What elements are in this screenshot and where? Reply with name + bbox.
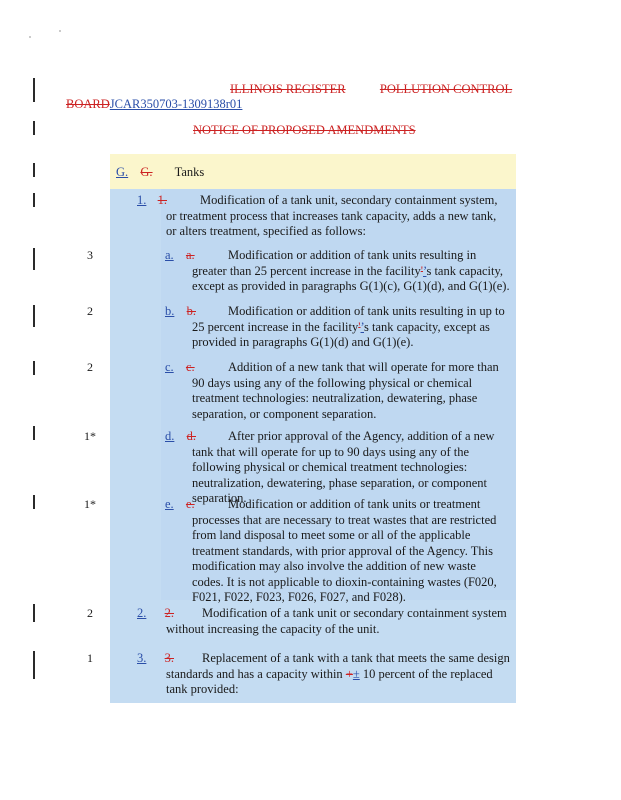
change-bar [33,361,35,375]
item-c-score: 2 [87,360,93,374]
board-docket-line [66,97,242,112]
item-e-old-letter: e. [185,497,195,511]
change-bar [33,193,35,207]
item-e-score: 1* [84,497,96,511]
change-bar [33,651,35,679]
item-c-text: Addition of a new tank that will operate for more than 90 days using any of the following physical or chemical treatment technologies: neutralization, dewatering, phase separation, or component separation. [192,360,499,421]
section-label-old: G. [140,165,153,179]
docket-inserted: JCAR350703-1309138r01 [109,97,243,111]
section-heading [116,165,204,180]
item-c-new-letter: c. [165,360,174,374]
item-c-old-letter: c. [185,360,195,374]
item-b-old-letter: b. [186,304,196,318]
item-3-old-number: 3. [164,651,174,665]
item-c-letter [165,360,195,375]
item-1-text: Modification of a tank unit, secondary containment system, or treatment process that increases tank capacity, adds a new tank, or alters treatment, specified as follows: [166,193,498,238]
item-3-new-number: 3. [137,651,147,665]
item-a-letter [165,248,195,263]
change-bar [33,604,35,622]
item-2-text: Modification of a tank unit or secondary containment system without increasing the capacity of the unit. [166,606,507,636]
change-bar [33,305,35,327]
item-2-old-number: 2. [164,606,174,620]
pollution-control-deleted: POLLUTION CONTROL [379,82,513,96]
item-b-text: Modification or addition of tank units resulting in up to 25 percent increase in the facility'’s tank capacity, except as provided in paragraphs G(1)(d) and G(1)(e). [192,304,505,349]
item-3-score: 1 [87,651,93,665]
item-1-old-number: 1. [157,193,167,207]
change-bar [33,495,35,509]
item-b-score: 2 [87,304,93,318]
item-e-new-letter: e. [165,497,174,511]
item-1-number [137,193,167,208]
item-1-new-number: 1. [137,193,147,207]
item-a-score: 3 [87,248,93,262]
item-a-new-letter: a. [165,248,174,262]
change-bar [33,163,35,177]
scan-speck [59,30,61,32]
section-label-new: G. [116,165,129,179]
scan-speck [29,36,31,38]
register-header-line [230,82,512,97]
board-deleted: BOARD [66,97,110,111]
section-title: Tanks [174,165,205,179]
plusminus-inserted: ± [352,666,360,681]
notice-title: NOTICE OF PROPOSED AMENDMENTS [193,123,416,137]
change-bar [33,121,35,135]
item-b-new-letter: b. [165,304,175,318]
item-e-text: Modification or addition of tank units or treatment processes that are necessary to treat wastes that are restricted from land disposal to meet some or all of the applicable treatment standards, with prior approval of the Agency. This modification may also involve the addition of new waste codes. It is not applicable to dioxin-containing wastes (F020, F021, F022, F023, F026, F027, and F028). [192,497,497,604]
item-3-text: Replacement of a tank with a tank that meets the same design standards and has a capacity within +± 10 percent of the replaced tank provided: [166,651,510,696]
item-d-score: 1* [84,429,96,443]
change-bar [33,426,35,440]
item-e-letter [165,497,195,512]
item-a-text: Modification or addition of tank units resulting in greater than 25 percent increase in the facility'’s tank capacity, except as provided in paragraphs G(1)(c), G(1)(d), and G(1)(e). [192,248,510,293]
item-2-score: 2 [87,606,93,620]
item-d-old-letter: d. [186,429,196,443]
illinois-register-deleted: ILLINOIS REGISTER [230,82,346,96]
item-2-new-number: 2. [137,606,147,620]
item-a-old-letter: a. [185,248,195,262]
change-bar [33,78,35,102]
change-bar [33,248,35,270]
item-d-text: After prior approval of the Agency, addition of a new tank that will operate for up to 90 days using any of the following physical or chemical treatment technologies: neutralization, dewatering, phase separation, or component separation. [192,429,495,505]
item-d-new-letter: d. [165,429,175,443]
plus-deleted: + [345,666,353,681]
